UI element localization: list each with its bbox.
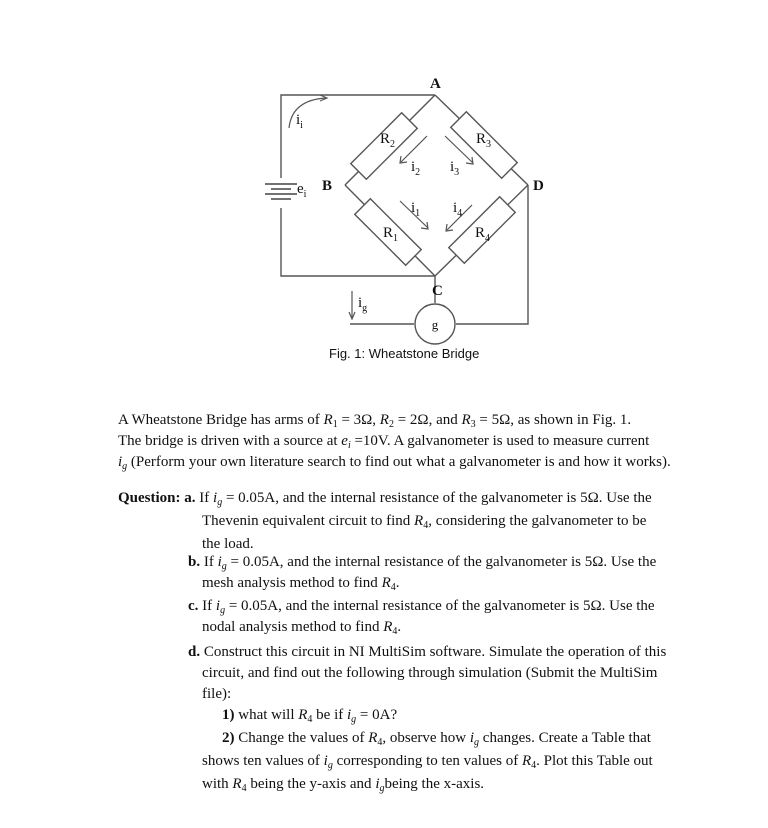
r3-label: $R_3$ bbox=[476, 131, 492, 150]
current-ii-arrow bbox=[289, 98, 326, 128]
figure-caption: Fig. 1: Wheatstone Bridge bbox=[329, 346, 480, 361]
galvanometer-label: g bbox=[431, 317, 439, 332]
r2-label: $R_2$ bbox=[380, 131, 396, 150]
node-c-label: C bbox=[432, 283, 443, 299]
r1-label: $R_1$ bbox=[383, 225, 399, 244]
battery-icon bbox=[265, 184, 297, 199]
node-a-label: A bbox=[430, 76, 441, 92]
question-d: d. Construct this circuit in NI MultiSim software. Simulate the operation of this circuit, and find out the following through simulation (Submit the MultiSim file): bbox=[188, 644, 667, 702]
i4-label: $i_4$ bbox=[453, 200, 463, 219]
i2-label: $i_2$ bbox=[411, 159, 421, 178]
question-a: Question: a. If $i_g = 0.05A$, and the internal resistance of the galvanometer is 5Ω. Use the bbox=[118, 490, 652, 508]
ii-label: $i_i$ bbox=[296, 112, 303, 131]
node-d-label: D bbox=[533, 178, 544, 194]
i1-label: $i_1$ bbox=[411, 200, 421, 219]
question-a-cont: Thevenin equivalent circuit to find $R_4$, considering the galvanometer to be the load. bbox=[202, 513, 647, 552]
question-b: b. If $i_g = 0.05A$, and the internal resistance of the galvanometer is 5Ω. Use the mesh analysis method to find $R_4$. bbox=[188, 554, 657, 593]
question-d-items: 1) what will $R_4$ be if $i_g = 0A$? 2) Change the values of $R_4$, observe how $i_g$ changes. Create a Table that shows ten values of $i_g$ corresponding to ten values of $R_4$. Plot this Table out with $R_4$ being the y-axis and $i_gbeing$ the x-axis. bbox=[202, 707, 653, 794]
wheatstone-bridge-figure bbox=[0, 0, 768, 380]
question-c: c. If $i_g = 0.05A$, and the internal resistance of the galvanometer is 5Ω. Use the nodal analysis method to find $R_4$. bbox=[188, 598, 655, 637]
node-b-label: B bbox=[322, 178, 333, 194]
r4-label: $R_4$ bbox=[475, 225, 491, 244]
ei-label: $e_i$ bbox=[297, 181, 307, 200]
intro-paragraph: A Wheatstone Bridge has arms of $R_1 = 3\Omega$, $R_2 = 2\Omega$, and $R_3 = 5\Omega$, as shown in Fig. 1. The bridge is driven with a source at $e_i =10V$. A galvanometer is used to measure current $i_g$ (Perform your own literature search to find out what a galvanometer is and how it works). bbox=[118, 412, 671, 472]
ig-label: $i_g$ bbox=[358, 295, 368, 314]
i3-label: $i_3$ bbox=[450, 159, 460, 178]
